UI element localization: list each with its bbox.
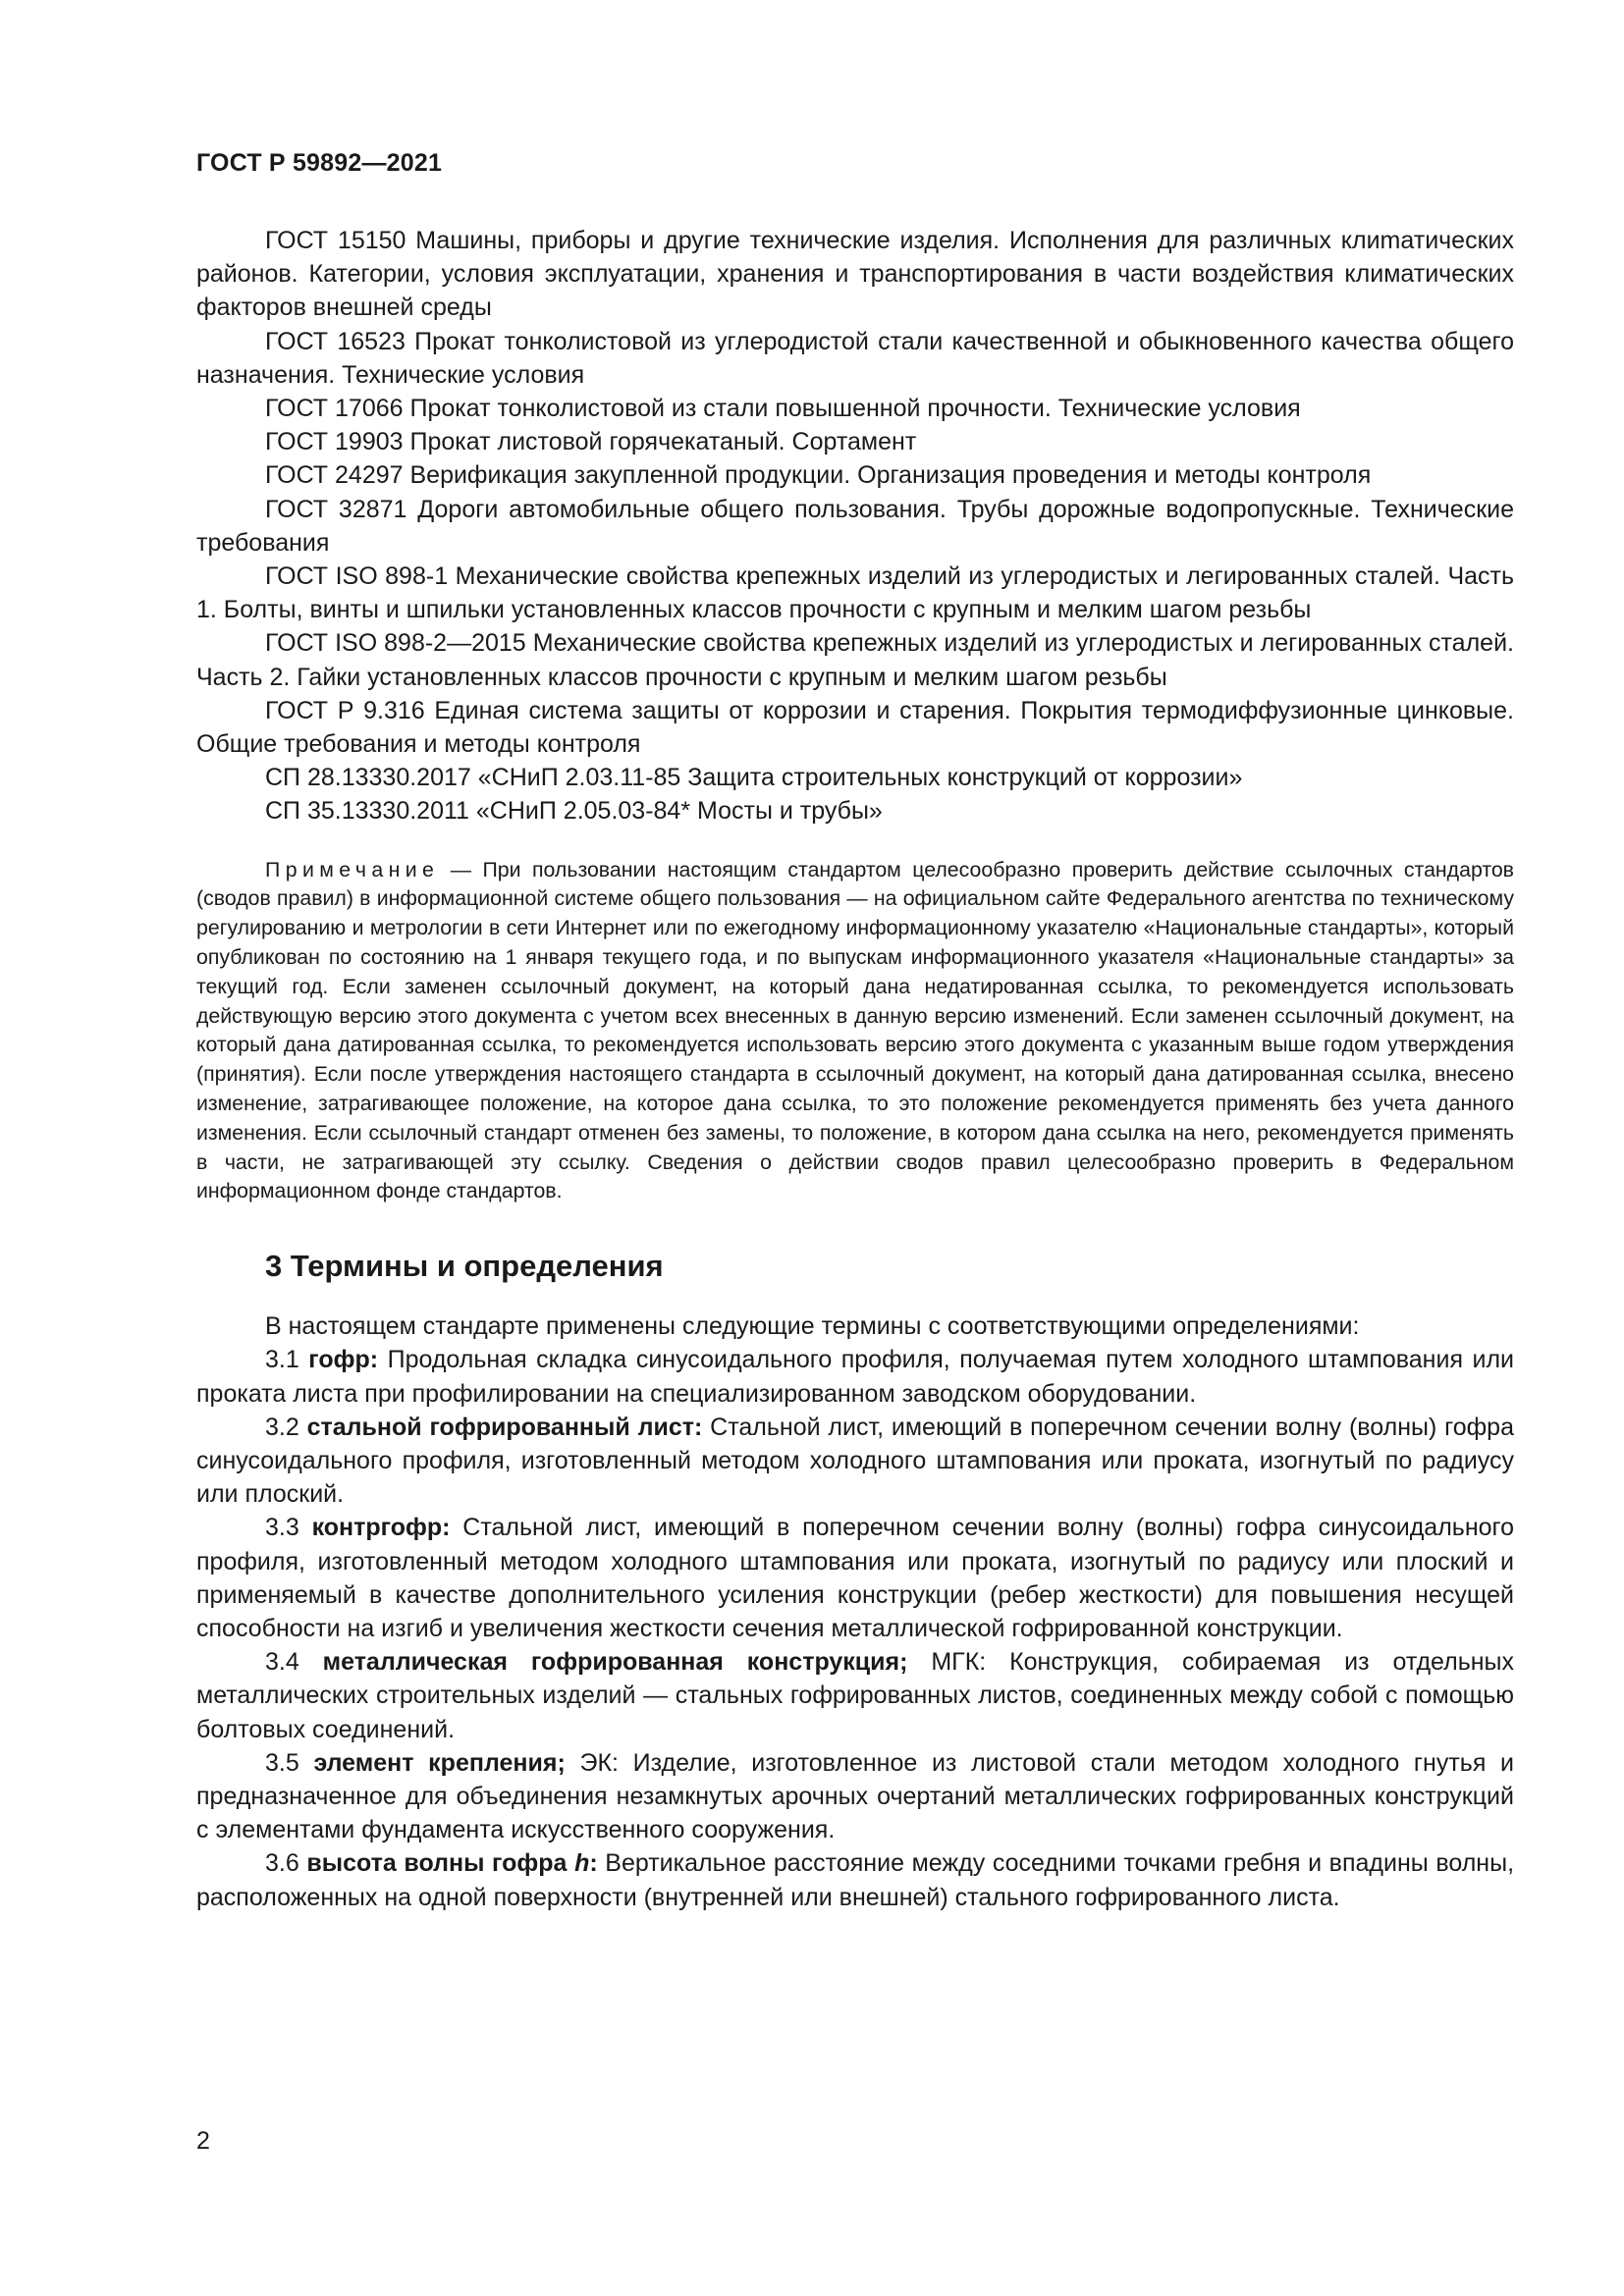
term-item xyxy=(196,1846,1514,1913)
term-item xyxy=(196,1645,1514,1746)
term-name: элемент крепления; xyxy=(313,1748,566,1777)
term-symbol: h xyxy=(574,1849,590,1878)
reference-item: ГОСТ 32871 Дороги автомобильные общего пользования. Трубы дорожные водопропускные. Технические требования xyxy=(196,495,1514,557)
reference-item: СП 28.13330.2017 «СНиП 2.03.11-85 Защита строительных конструкций от коррозии» xyxy=(265,764,1243,792)
document-body xyxy=(196,224,1514,1914)
note-text: — При пользовании настоящим стандартом целесообразно проверить действие ссылочных стандартов (сводов правил) в информационной системе общего пользования — на официальном сайте Федерального агентства по техническому регулированию и метрологии в сети Интернет или по ежегодному информационному указателю «Национальные стандарты», который опубликован по состоянию на 1 января текущего года, и по выпускам информационного указателя «Национальные стандарты» за текущий год. Если заменен ссылочный документ, на который дана недатированная ссылка, то рекомендуется использовать действующую версию этого документа с учетом всех внесенных в данную версию изменений. Если заменен ссылочный документ, на который дана датированная ссылка, то рекомендуется использовать версию этого документа с указанным выше годом утверждения (принятия). Если после утверждения настоящего стандарта в ссылочный документ, на который дана датированная ссылка, внесено изменение, затрагивающее положение, на которое дана ссылка, то это положение рекомендуется применять без учета данного изменения. Если ссылочный стандарт отменен без замены, то положение, в котором дана ссылка на него, рекомендуется применять в части, не затрагивающей эту ссылку. Сведения о действии сводов правил целесообразно проверить в Федеральном информационном фонде стандартов. xyxy=(196,857,1514,1203)
term-item xyxy=(196,1511,1514,1645)
term-name-symbol xyxy=(567,1849,597,1877)
term-definition: Стальной лист, имеющий в поперечном сечении волну (волны) гофра синусоидального профиля, изготовленный методом холодного штампования или проката, изогнутый по радиусу или плоский и применяемый в качестве дополнительного усиления конструкции (ребер жесткости) для повышения несущей способности на изгиб и увеличения жесткости сечения металлической гофрированной конструкции. xyxy=(196,1514,1514,1643)
term-definition: Продольная складка синусоидального профиля, получаемая путем холодного штампования или проката листа при профилировании на специализированном заводском оборудовании. xyxy=(196,1346,1514,1408)
term-name: металлическая гофрированная конструкция; xyxy=(322,1648,908,1677)
term-name: стальной гофрированный лист: xyxy=(306,1413,703,1441)
term-number: 3.3 xyxy=(265,1514,312,1542)
page-number: 2 xyxy=(196,2127,210,2155)
reference-item: ГОСТ ISO 898-2—2015 Механические свойства крепежных изделий из углеродистых и легированных сталей. Часть 2. Гайки установленных классов прочности с крупным и мелким шагом резьбы xyxy=(196,629,1514,691)
term-definition: МГК: Конструкция, собираемая из отдельных металлических строительных изделий — стальных гофрированных листов, соединенных между собой с помощью болтовых соединений. xyxy=(196,1648,1514,1743)
reference-item: ГОСТ 16523 Прокат тонколистовой из углеродистой стали качественной и обыкновенного качества общего назначения. Технические условия xyxy=(196,327,1514,389)
term-name: контргофр: xyxy=(311,1514,451,1542)
reference-item: ГОСТ Р 9.316 Единая система защиты от коррозии и старения. Покрытия термодиффузионные цинковые. Общие требования и методы контроля xyxy=(196,696,1514,759)
term-colon: : xyxy=(589,1849,598,1878)
note-paragraph xyxy=(196,856,1514,1207)
reference-item: ГОСТ 15150 Машины, приборы и другие технические изделия. Исполнения для различных клиmатических районов. Категории, условия эксплуатации, хранения и транспортирования в части воздействия климатических факторов внешней среды xyxy=(196,227,1514,322)
term-item xyxy=(196,1746,1514,1847)
reference-item: ГОСТ 24297 Верификация закупленной продукции. Организация проведения и методы контроля xyxy=(265,461,1372,490)
section-title: 3 Термины и определения xyxy=(265,1249,664,1284)
term-definition: Стальной лист, имеющий в поперечном сечении волну (волны) гофра синусоидального профиля, изготовленный методом холодного штампования или проката, изогнутый по радиусу или плоский. xyxy=(196,1413,1514,1509)
term-definition: Вертикальное расстояние между соседними точками гребня и впадины волны, расположенных на одной поверхности (внутренней или внешней) стального гофрированного листа. xyxy=(196,1849,1515,1911)
term-name: гофр: xyxy=(308,1346,379,1374)
section-intro: В настоящем стандарте применены следующие термины с соответствующими определениями: xyxy=(265,1312,1360,1341)
term-number: 3.2 xyxy=(265,1413,307,1441)
reference-item: ГОСТ 17066 Прокат тонколистовой из стали повышенной прочности. Технические условия xyxy=(265,395,1301,423)
reference-item: ГОСТ 19903 Прокат листовой горячекатаный. Сортамент xyxy=(265,428,917,456)
term-number: 3.4 xyxy=(265,1648,323,1677)
document-header: ГОСТ Р 59892—2021 xyxy=(196,149,443,177)
term-item xyxy=(196,1411,1514,1512)
term-number: 3.6 xyxy=(265,1849,307,1878)
reference-item: ГОСТ ISO 898-1 Механические свойства крепежных изделий из углеродистых и легированных сталей. Часть 1. Болты, винты и шпильки установленных классов прочности с крупным и мелким шагом резьбы xyxy=(196,562,1514,624)
note-label: Примечание xyxy=(265,857,440,881)
term-item xyxy=(196,1343,1514,1410)
term-name: высота волны гофра xyxy=(306,1849,568,1878)
term-definition: ЭК: Изделие, изготовленное из листовой стали методом холодного гнутья и предназначенное для объединения незамкнутых арочных очертаний металлических гофрированных конструкций с элементами фундамента искусственного сооружения. xyxy=(196,1748,1515,1844)
term-number: 3.5 xyxy=(265,1748,314,1777)
term-number: 3.1 xyxy=(265,1346,309,1374)
reference-item: СП 35.13330.2011 «СНиП 2.05.03-84* Мосты и трубы» xyxy=(265,797,883,826)
